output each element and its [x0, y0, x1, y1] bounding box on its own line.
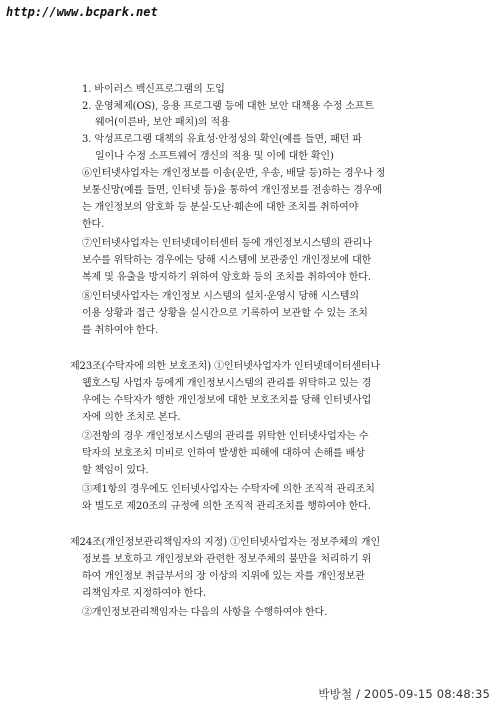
paragraph-line: 탁자의 보호조치 미비로 인하여 발생한 피해에 대하여 손해를 배상 [82, 448, 365, 459]
paragraph-line: 하여 개인정보 취급부서의 장 이상의 지위에 있는 자를 개인정보관 [82, 571, 365, 582]
paragraph-line: 와 별도로 제20조의 규정에 의한 조직적 관리조치를 행하여야 한다. [82, 501, 371, 512]
paragraph-line: 한다. [82, 219, 105, 230]
paragraph-line: 보수를 위탁하는 경우에는 당해 시스템에 보관중인 개인정보에 대한 [82, 255, 372, 266]
list-item-3-cont: 일이나 수정 소프트웨어 갱신의 적용 및 이에 대한 확인) [95, 151, 334, 162]
paragraph-line: 보통신망(예를 들면, 인터넷 등)을 통하여 개인정보를 전송하는 경우에 [82, 185, 382, 196]
paragraph-line: 웹호스팅 사업자 등에게 개인정보시스템의 관리를 위탁하고 있는 경 [82, 378, 372, 389]
paragraph-line: ⑦인터넷사업자는 인터넷데이터센터 등에 개인정보시스템의 관리나 [82, 238, 372, 249]
paragraph-line: 는 개인정보의 암호화 등 분실·도난·훼손에 대한 조치를 취하여야 [82, 202, 359, 213]
list-item-1: 1. 바이러스 백신프로그램의 도입 [82, 84, 225, 95]
paragraph-line: 우에는 수탁자가 행한 개인정보에 대한 보호조치를 당해 인터넷사업 [82, 395, 372, 406]
list-item-2: 2. 운영체제(OS), 응용 프로그램 등에 대한 보안 대책용 수정 소프트 [82, 101, 375, 112]
paragraph-line: ⑥인터넷사업자는 개인정보를 이송(운반, 우송, 배달 등)하는 경우나 정 [82, 168, 386, 179]
article-24-heading: 제24조(개인정보관리책임자의 지정) ①인터넷사업자는 정보주체의 개인 [70, 537, 381, 548]
paragraph-line: ⑧인터넷사업자는 개인정보 시스템의 설치·운영시 당해 시스템의 [82, 291, 359, 302]
paragraph-line: ②전항의 경우 개인정보시스템의 관리를 위탁한 인터넷사업자는 수 [82, 431, 369, 442]
paragraph-line: 리책임자로 지정하여야 한다. [82, 588, 206, 599]
paragraph-line: 이용 상황과 접근 상황을 실시간으로 기록하여 보관할 수 있는 조치 [82, 308, 368, 319]
site-watermark: http://www.bcpark.net [6, 5, 158, 19]
paragraph-line: 자에 의한 조치로 본다. [82, 412, 181, 423]
paragraph-line: 할 책임이 있다. [82, 465, 149, 476]
author-timestamp-stamp: 박방철 / 2005-09-15 08:48:35 [318, 687, 490, 701]
paragraph-line: 복제 및 유출을 방지하기 위하여 암호화 등의 조치를 취하여야 한다. [82, 272, 371, 283]
paragraph-line: ②개인정보관리책임자는 다음의 사항을 수행하여야 한다. [82, 607, 328, 618]
paragraph-line: 정보를 보호하고 개인정보와 관련한 정보주체의 불만을 처리하기 위 [82, 554, 372, 565]
paragraph-line: 를 취하여야 한다. [82, 325, 159, 336]
article-23-heading: 제23조(수탁자에 의한 보호조치) ①인터넷사업자가 인터넷데이터센터나 [70, 361, 381, 372]
list-item-2-cont: 웨어(이른바, 보안 패치)의 적용 [95, 117, 230, 128]
list-item-3: 3. 악성프로그램 대책의 유효성·안정성의 확인(예를 들면, 패턴 파 [82, 134, 362, 145]
paragraph-line: ③제1항의 경우에도 인터넷사업자는 수탁자에 의한 조직적 관리조치 [82, 484, 375, 495]
